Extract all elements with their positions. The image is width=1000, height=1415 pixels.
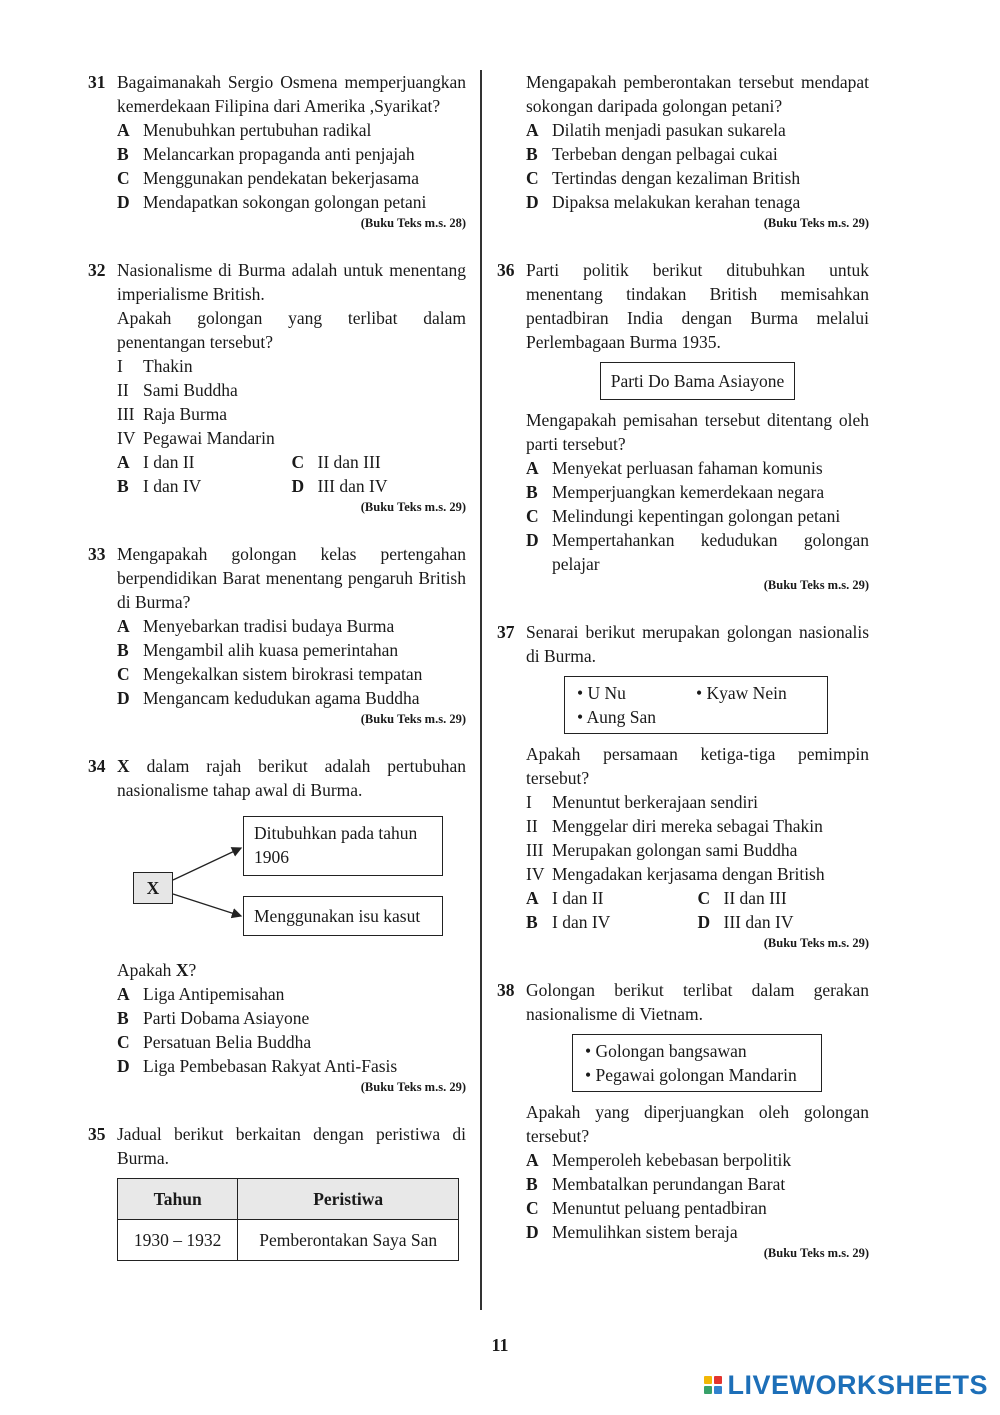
textbook-reference: (Buku Teks m.s. 29) [360, 712, 466, 726]
option-a[interactable]: A Menyekat perluasan fahaman komunis [526, 458, 823, 478]
table-row [118, 1220, 459, 1261]
question-prompt: Apakah persamaan ketiga-tiga pemimpin tersebut? [526, 744, 869, 788]
table-cell-year: 1930 – 1932 [118, 1220, 238, 1261]
statement-item: I Thakin [117, 356, 193, 376]
list-item: • Pegawai golongan Mandarin [585, 1063, 809, 1087]
option-b[interactable]: B Mengambil alih kuasa pemerintahan [117, 640, 399, 660]
x-diagram [117, 816, 466, 948]
option-c[interactable]: C Menuntut peluang pentadbiran [526, 1198, 767, 1218]
group-list-box [572, 1034, 822, 1092]
textbook-reference: (Buku Teks m.s. 29) [763, 1246, 869, 1260]
logo-grid-icon [704, 1376, 722, 1394]
event-table [117, 1178, 459, 1261]
question-34 [88, 754, 466, 1096]
option-c[interactable]: C Melindungi kepentingan golongan petani [526, 506, 841, 526]
diagram-box-founded: Ditubuhkan pada tahun 1906 [243, 816, 443, 876]
option-b[interactable]: B Membatalkan perundangan Barat [526, 1174, 786, 1194]
option-c[interactable]: C Tertindas dengan kezaliman British [526, 168, 801, 188]
question-35-continued [497, 70, 869, 232]
right-column [497, 70, 869, 1262]
textbook-reference: (Buku Teks m.s. 28) [360, 216, 466, 230]
page-number: 11 [491, 1335, 509, 1355]
option-b[interactable]: B Memperjuangkan kemerdekaan negara [526, 482, 825, 502]
statement-item: IV Mengadakan kerjasama dengan British [526, 864, 825, 884]
option-b[interactable]: B I dan IV [117, 476, 202, 496]
option-b[interactable]: B Parti Dobama Asiayone [117, 1008, 310, 1028]
question-number: 32 [88, 260, 106, 280]
option-d[interactable]: D Mengancam kedudukan agama Buddha [117, 688, 420, 708]
textbook-reference: (Buku Teks m.s. 29) [763, 936, 869, 950]
diagram-x-box: X [133, 872, 173, 904]
option-c[interactable]: C II dan III [291, 452, 381, 472]
question-number: 36 [497, 260, 515, 280]
question-prompt: Apakah yang diperjuangkan oleh golongan tersebut? [526, 1102, 869, 1146]
question-36 [497, 258, 869, 594]
option-d[interactable]: D Liga Pembebasan Rakyat Anti-Fasis [117, 1056, 398, 1076]
option-c[interactable]: C Mengekalkan sistem birokrasi tempatan [117, 664, 423, 684]
question-31 [88, 70, 466, 232]
brand-text: LIVEWORKSHEETS [727, 1370, 988, 1400]
list-item: • Kyaw Nein [696, 681, 787, 705]
liveworksheets-logo[interactable] [704, 1370, 988, 1400]
option-b[interactable]: B I dan IV [526, 912, 611, 932]
statement-item: III Merupakan golongan sami Buddha [526, 840, 798, 860]
table-header-event: Peristiwa [238, 1179, 459, 1220]
option-a[interactable]: A I dan II [117, 452, 195, 472]
option-a[interactable]: A Menyebarkan tradisi budaya Burma [117, 616, 395, 636]
list-item: • U Nu [577, 681, 696, 705]
question-stem: Bagaimanakah Sergio Osmena memperjuangkan kemerdekaan Filipina dari Amerika ,Syarikat? [117, 72, 466, 116]
option-b[interactable]: B Terbeban dengan pelbagai cukai [526, 144, 778, 164]
question-35 [88, 1122, 466, 1261]
statement-item: I Menuntut berkerajaan sendiri [526, 792, 759, 812]
question-prompt: Mengapakah pemisahan tersebut ditentang oleh parti tersebut? [526, 410, 869, 454]
statement-item: III Raja Burma [117, 404, 228, 424]
option-d[interactable]: D III dan IV [697, 912, 794, 932]
option-d[interactable]: D Dipaksa melakukan kerahan tenaga [526, 192, 801, 212]
question-prompt: Mengapakah pemberontakan tersebut mendapat sokongan daripada golongan petani? [526, 72, 869, 116]
option-c[interactable]: C II dan III [697, 888, 787, 908]
question-stem: Jadual berikut berkaitan dengan peristiwa di Burma. [117, 1124, 466, 1168]
list-item: • Aung San [577, 705, 815, 729]
question-stem: Parti politik berikut ditubuhkan untuk menentang tindakan British memisahkan pentadbiran India dengan Burma melalui Perlembagaan Burma 1935. [526, 260, 869, 352]
option-a[interactable]: A Memperoleh kebebasan berpolitik [526, 1150, 792, 1170]
option-c[interactable]: C Menggunakan pendekatan bekerjasama [117, 168, 419, 188]
statement-item: II Sami Buddha [117, 380, 238, 400]
question-number: 31 [88, 72, 106, 92]
question-32 [88, 258, 466, 516]
table-header-year: Tahun [118, 1179, 238, 1220]
question-stem: Mengapakah golongan kelas pertengahan berpendidikan Barat menentang pengaruh British di Burma? [117, 544, 466, 612]
option-d[interactable]: D Mempertahankan kedudukan golongan pelajar [526, 530, 869, 574]
diagram-box-shoe-issue: Menggunakan isu kasut [243, 896, 443, 936]
question-stem: Golongan berikut terlibat dalam gerakan nasionalisme di Vietnam. [526, 980, 869, 1024]
option-a[interactable]: A I dan II [526, 888, 604, 908]
option-d[interactable]: D Mendapatkan sokongan golongan petani [117, 192, 427, 212]
question-number: 38 [497, 980, 515, 1000]
question-prompt: Apakah golongan yang terlibat dalam penentangan tersebut? [117, 308, 466, 352]
question-stem: X dalam rajah berikut adalah pertubuhan nasionalisme tahap awal di Burma. [117, 756, 466, 800]
textbook-reference: (Buku Teks m.s. 29) [763, 578, 869, 592]
textbook-reference: (Buku Teks m.s. 29) [360, 500, 466, 514]
left-column [88, 70, 466, 1261]
statement-item: IV Pegawai Mandarin [117, 428, 275, 448]
option-a[interactable]: A Dilatih menjadi pasukan sukarela [526, 120, 786, 140]
question-38 [497, 978, 869, 1262]
question-number: 37 [497, 622, 515, 642]
option-b[interactable]: B Melancarkan propaganda anti penjajah [117, 144, 415, 164]
statement-item: II Menggelar diri mereka sebagai Thakin [526, 816, 823, 836]
question-33 [88, 542, 466, 728]
option-c[interactable]: C Persatuan Belia Buddha [117, 1032, 312, 1052]
column-divider [480, 70, 482, 1310]
list-item: • Golongan bangsawan [585, 1039, 809, 1063]
question-number: 35 [88, 1124, 106, 1144]
question-prompt: Apakah X? [117, 960, 197, 980]
table-cell-event: Pemberontakan Saya San [238, 1220, 459, 1261]
leader-list-box [564, 676, 828, 734]
question-number: 34 [88, 756, 106, 776]
option-d[interactable]: D Memulihkan sistem beraja [526, 1222, 738, 1242]
question-stem: Senarai berikut merupakan golongan nasionalis di Burma. [526, 622, 869, 666]
option-d[interactable]: D III dan IV [291, 476, 388, 496]
party-name-box: Parti Do Bama Asiayone [600, 362, 796, 400]
question-stem: Nasionalisme di Burma adalah untuk menentang imperialisme British. [117, 260, 466, 304]
question-number: 33 [88, 544, 106, 564]
option-a[interactable]: A Menubuhkan pertubuhan radikal [117, 120, 372, 140]
option-a[interactable]: A Liga Antipemisahan [117, 984, 285, 1004]
textbook-reference: (Buku Teks m.s. 29) [360, 1080, 466, 1094]
textbook-reference: (Buku Teks m.s. 29) [763, 216, 869, 230]
question-37 [497, 620, 869, 952]
